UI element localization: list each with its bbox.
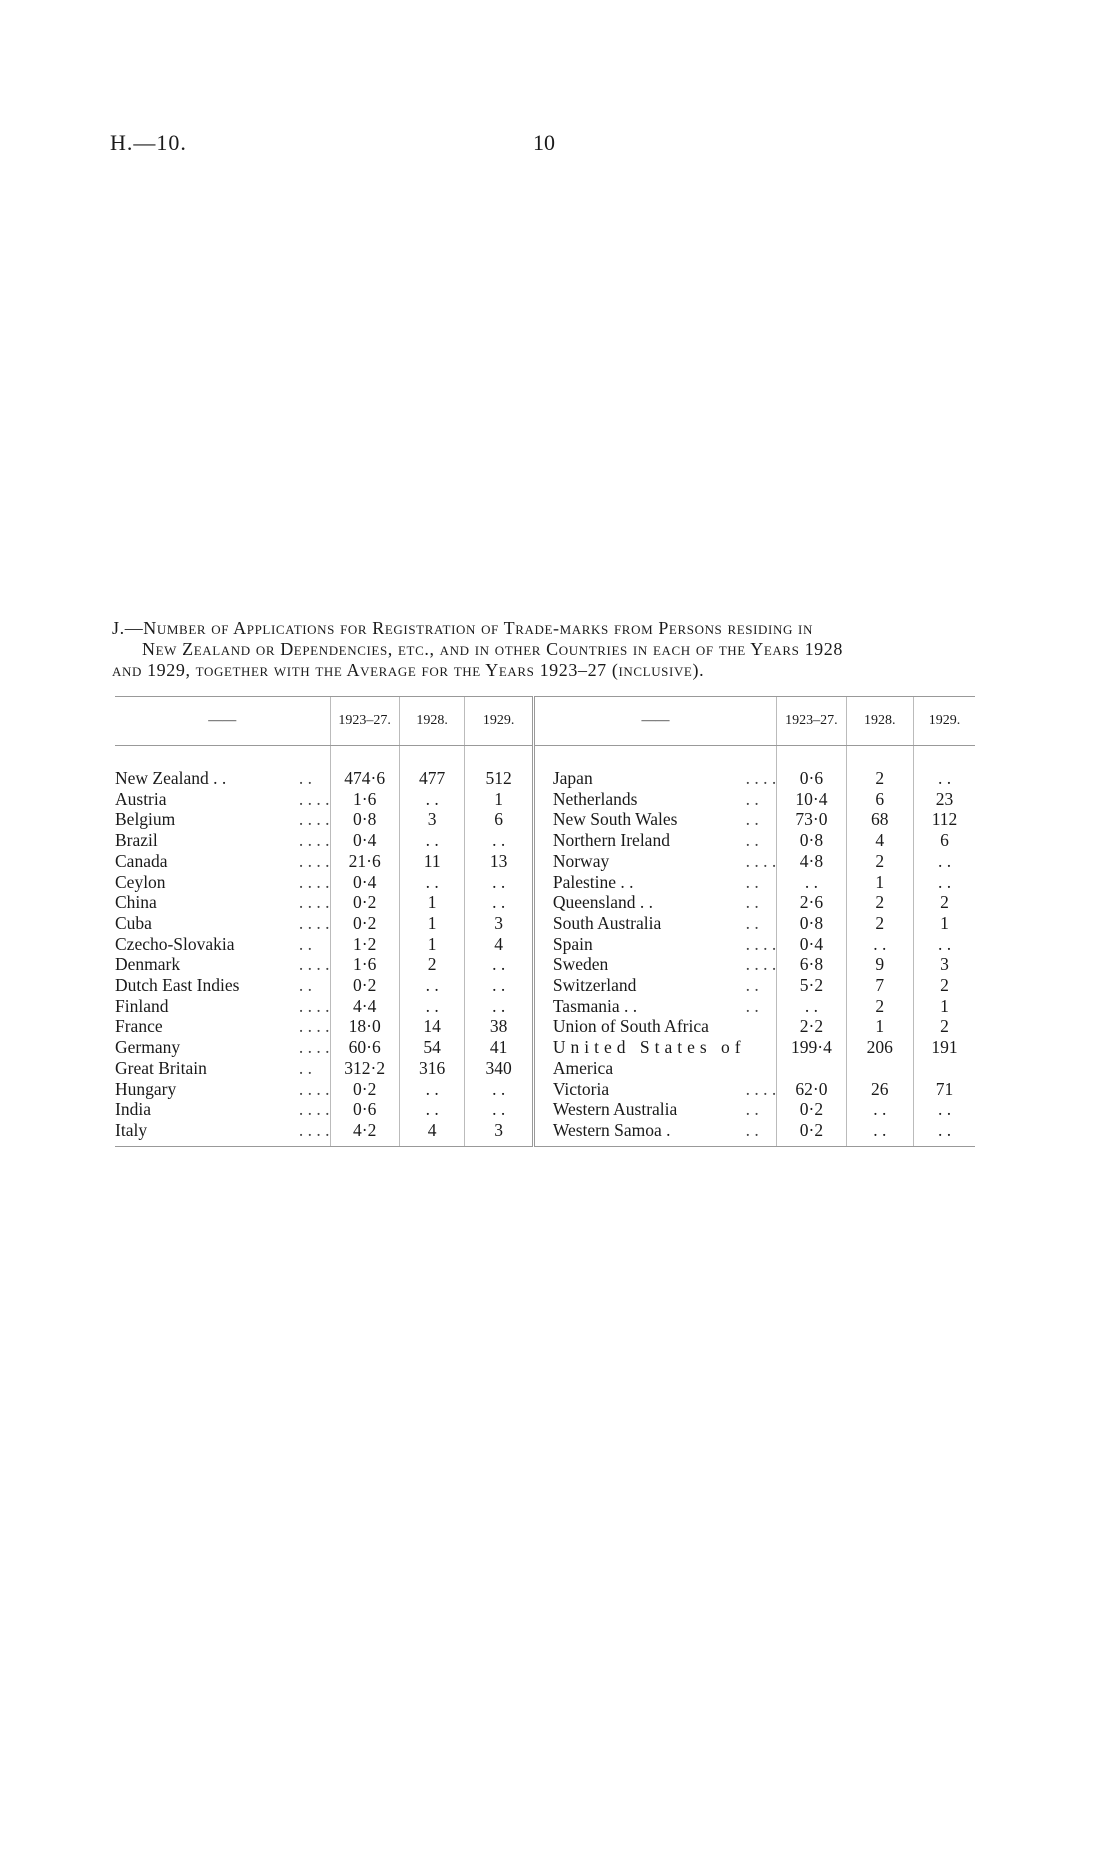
right-value-1928: 2 bbox=[846, 892, 913, 913]
table-body bbox=[115, 746, 975, 1147]
right-value-1929: 112 bbox=[914, 809, 976, 830]
right-value-1929: 1 bbox=[914, 913, 976, 934]
left-country-name: Belgium bbox=[115, 809, 176, 830]
right-country-name: Sweden bbox=[552, 954, 609, 975]
left-leader-dots: . . . . bbox=[298, 892, 330, 913]
right-country-name: Spain bbox=[552, 933, 593, 954]
right-country-name: United States of bbox=[552, 1037, 746, 1058]
right-value-1928: 4 bbox=[846, 830, 913, 851]
right-value-1928: 2 bbox=[846, 913, 913, 934]
right-value-1928: 7 bbox=[846, 975, 913, 996]
header-avg-right: 1923–27. bbox=[777, 697, 846, 746]
table-row bbox=[115, 975, 975, 996]
left-value-1929: 41 bbox=[465, 1037, 533, 1058]
left-value-1928: 14 bbox=[399, 1016, 465, 1037]
right-leader-dots: . . bbox=[745, 912, 759, 933]
right-value-1928 bbox=[846, 1058, 913, 1079]
left-value-1928: 1 bbox=[399, 934, 465, 955]
left-value-1929: . . bbox=[465, 996, 533, 1017]
left-value-1928: . . bbox=[399, 1099, 465, 1120]
right-value-1929: 1 bbox=[914, 996, 976, 1017]
right-country-name: New South Wales bbox=[552, 809, 678, 830]
left-country-name: Dutch East Indies bbox=[115, 975, 240, 996]
right-leader-dots: . . . . bbox=[745, 850, 777, 871]
table-row bbox=[115, 954, 975, 975]
table-row bbox=[115, 1120, 975, 1147]
left-value-1928: . . bbox=[399, 789, 465, 810]
left-value-1929: 3 bbox=[465, 913, 533, 934]
table-row bbox=[115, 830, 975, 851]
right-avg-1923-27: 0·2 bbox=[777, 1120, 846, 1147]
left-country-name: Canada bbox=[115, 850, 168, 871]
page-number: 10 bbox=[533, 130, 555, 155]
right-value-1928: 2 bbox=[846, 768, 913, 789]
right-leader-dots: . . . . bbox=[745, 1078, 777, 1099]
right-value-1928: 1 bbox=[846, 1016, 913, 1037]
trade-marks-table bbox=[115, 696, 975, 1147]
table-row bbox=[115, 934, 975, 955]
right-avg-1923-27: 62·0 bbox=[777, 1079, 846, 1100]
right-value-1929: . . bbox=[914, 1099, 976, 1120]
right-leader-dots bbox=[746, 1037, 777, 1058]
left-leader-dots: . . bbox=[298, 768, 312, 788]
right-avg-1923-27: 0·8 bbox=[777, 830, 846, 851]
header-row bbox=[115, 697, 975, 746]
left-leader-dots: . . . . bbox=[298, 1078, 330, 1099]
left-leader-dots: . . . . bbox=[298, 954, 330, 975]
left-avg-1923-27: 312·2 bbox=[330, 1058, 399, 1079]
left-country-name: Cuba bbox=[115, 912, 152, 933]
right-avg-1923-27 bbox=[777, 1058, 846, 1079]
left-value-1929: . . bbox=[465, 892, 533, 913]
right-leader-dots: . . bbox=[745, 809, 759, 830]
right-leader-dots: . . bbox=[745, 892, 759, 913]
left-leader-dots: . . . . bbox=[298, 788, 330, 809]
left-avg-1923-27: 0·4 bbox=[330, 830, 399, 851]
left-leader-dots: . . . . bbox=[298, 830, 330, 851]
left-leader-dots: . . . . bbox=[298, 995, 330, 1016]
right-value-1928: 9 bbox=[846, 954, 913, 975]
right-country-name: Tasmania . . bbox=[552, 995, 638, 1016]
left-country-name: Germany bbox=[115, 1037, 181, 1058]
left-leader-dots: . . bbox=[298, 975, 312, 996]
right-avg-1923-27: 73·0 bbox=[777, 809, 846, 830]
left-value-1929: . . bbox=[465, 872, 533, 893]
right-avg-1923-27: 2·2 bbox=[777, 1016, 846, 1037]
left-country-name: Ceylon bbox=[115, 871, 166, 892]
table-row bbox=[115, 1099, 975, 1120]
right-value-1929: . . bbox=[914, 768, 976, 789]
right-leader-dots: . . bbox=[745, 871, 759, 892]
right-value-1929: 191 bbox=[914, 1037, 976, 1058]
left-value-1928: 1 bbox=[399, 892, 465, 913]
left-value-1929: 13 bbox=[465, 851, 533, 872]
right-leader-dots: . . bbox=[745, 1099, 759, 1120]
left-avg-1923-27: 1·6 bbox=[330, 789, 399, 810]
right-value-1928: 68 bbox=[846, 809, 913, 830]
left-avg-1923-27: 474·6 bbox=[330, 768, 399, 789]
header-avg-left: 1923–27. bbox=[330, 697, 399, 746]
right-value-1929: . . bbox=[914, 851, 976, 872]
right-value-1928: 26 bbox=[846, 1079, 913, 1100]
left-avg-1923-27: 0·6 bbox=[330, 1099, 399, 1120]
table-caption bbox=[112, 618, 982, 681]
spacer-row bbox=[115, 746, 975, 769]
left-avg-1923-27: 4·4 bbox=[330, 996, 399, 1017]
right-leader-dots bbox=[746, 1058, 777, 1079]
left-value-1928: . . bbox=[399, 1079, 465, 1100]
left-value-1929: 1 bbox=[465, 789, 533, 810]
left-value-1928: 1 bbox=[399, 913, 465, 934]
left-avg-1923-27: 1·2 bbox=[330, 934, 399, 955]
right-country-name: Union of South Africa bbox=[552, 1016, 709, 1037]
caption-line-2: New Zealand or Dependencies, etc., and in other Countries in each of the Years 1928 bbox=[142, 639, 843, 659]
table-row bbox=[115, 996, 975, 1017]
left-leader-dots: . . . . bbox=[298, 1037, 330, 1058]
right-leader-dots: . . bbox=[746, 1120, 777, 1147]
left-value-1928: 2 bbox=[399, 954, 465, 975]
left-value-1928: 316 bbox=[399, 1058, 465, 1079]
table-row bbox=[115, 1016, 975, 1037]
table-row bbox=[115, 768, 975, 789]
left-country-name: France bbox=[115, 1016, 163, 1037]
right-avg-1923-27: 4·8 bbox=[777, 851, 846, 872]
right-country-name: Norway bbox=[552, 850, 610, 871]
right-value-1929 bbox=[914, 1058, 976, 1079]
table-row bbox=[115, 1058, 975, 1079]
right-value-1928: 6 bbox=[846, 789, 913, 810]
caption-line-3: and 1929, together with the Average for the Years 1923–27 (inclusive). bbox=[112, 660, 705, 680]
left-country-name: India bbox=[115, 1099, 151, 1120]
right-value-1928: 1 bbox=[846, 872, 913, 893]
left-value-1929: 340 bbox=[465, 1058, 533, 1079]
right-value-1929: 3 bbox=[914, 954, 976, 975]
left-country-name: Austria bbox=[115, 788, 167, 809]
right-avg-1923-27: 5·2 bbox=[777, 975, 846, 996]
right-value-1928: 2 bbox=[846, 996, 913, 1017]
left-avg-1923-27: 1·6 bbox=[330, 954, 399, 975]
right-value-1929: 6 bbox=[914, 830, 976, 851]
right-value-1928: 206 bbox=[846, 1037, 913, 1058]
right-avg-1923-27: 199·4 bbox=[777, 1037, 846, 1058]
left-value-1929: 3 bbox=[465, 1120, 533, 1147]
table-row bbox=[115, 1079, 975, 1100]
left-country-name: Denmark bbox=[115, 954, 181, 975]
left-country-name: New Zealand . . bbox=[115, 768, 227, 788]
left-country-name: Finland bbox=[115, 995, 169, 1016]
right-value-1929: 2 bbox=[914, 1016, 976, 1037]
left-value-1928: . . bbox=[399, 975, 465, 996]
right-avg-1923-27: 0·8 bbox=[777, 913, 846, 934]
caption-line-1: J.—Number of Applications for Registration of Trade-marks from Persons residing in bbox=[112, 618, 813, 638]
left-value-1929: . . bbox=[465, 1099, 533, 1120]
right-value-1929: 2 bbox=[914, 892, 976, 913]
right-country-name: Palestine . . bbox=[552, 871, 634, 892]
header-1928-left: 1928. bbox=[399, 697, 465, 746]
document-reference: H.—10. bbox=[110, 130, 187, 155]
right-leader-dots: . . . . bbox=[745, 768, 777, 788]
right-avg-1923-27: . . bbox=[777, 872, 846, 893]
table-row bbox=[115, 809, 975, 830]
header-1929-left: 1929. bbox=[465, 697, 533, 746]
left-leader-dots: . . bbox=[298, 933, 312, 954]
left-avg-1923-27: 60·6 bbox=[330, 1037, 399, 1058]
left-value-1928: 3 bbox=[399, 809, 465, 830]
table-header bbox=[115, 697, 975, 746]
right-leader-dots: . . bbox=[745, 788, 759, 809]
left-value-1929: . . bbox=[465, 830, 533, 851]
left-country-name: Czecho-Slovakia bbox=[115, 933, 235, 954]
table-row bbox=[115, 913, 975, 934]
left-value-1928: . . bbox=[399, 872, 465, 893]
table-row bbox=[115, 892, 975, 913]
header-country-left: —— bbox=[115, 697, 330, 746]
right-value-1929: 71 bbox=[914, 1079, 976, 1100]
right-leader-dots: . . . . bbox=[745, 954, 777, 975]
left-avg-1923-27: 0·4 bbox=[330, 872, 399, 893]
left-country-name: Brazil bbox=[115, 830, 158, 851]
left-value-1929: 4 bbox=[465, 934, 533, 955]
header-country-right: —— bbox=[533, 697, 776, 746]
left-leader-dots: . . . . bbox=[298, 912, 330, 933]
right-leader-dots: . . bbox=[745, 995, 759, 1016]
table-row bbox=[115, 1037, 975, 1058]
left-value-1929: . . bbox=[465, 975, 533, 996]
left-country-name: Great Britain bbox=[115, 1057, 207, 1078]
right-leader-dots: . . bbox=[745, 975, 759, 996]
right-avg-1923-27: . . bbox=[777, 996, 846, 1017]
left-value-1928: 4 bbox=[399, 1120, 465, 1147]
left-value-1929: . . bbox=[465, 1079, 533, 1100]
right-avg-1923-27: 0·2 bbox=[777, 1099, 846, 1120]
left-avg-1923-27: 0·8 bbox=[330, 809, 399, 830]
right-value-1929: . . bbox=[914, 872, 976, 893]
right-avg-1923-27: 0·4 bbox=[777, 934, 846, 955]
right-value-1928: . . bbox=[846, 1120, 913, 1147]
right-value-1928: . . bbox=[846, 934, 913, 955]
left-avg-1923-27: 0·2 bbox=[330, 913, 399, 934]
left-value-1929: 38 bbox=[465, 1016, 533, 1037]
left-leader-dots: . . . . bbox=[299, 1120, 330, 1147]
right-leader-dots: . . bbox=[745, 830, 759, 851]
right-country-name: South Australia bbox=[552, 912, 662, 933]
right-country-name: Western Australia bbox=[552, 1099, 678, 1120]
right-value-1929: 2 bbox=[914, 975, 976, 996]
left-avg-1923-27: 21·6 bbox=[330, 851, 399, 872]
right-avg-1923-27: 10·4 bbox=[777, 789, 846, 810]
right-value-1929: . . bbox=[914, 934, 976, 955]
right-avg-1923-27: 2·6 bbox=[777, 892, 846, 913]
right-country-name: Switzerland bbox=[552, 975, 637, 996]
left-country-name: Italy bbox=[115, 1120, 299, 1147]
table-row bbox=[115, 872, 975, 893]
left-country-name: Hungary bbox=[115, 1078, 177, 1099]
right-country-name: Queensland . . bbox=[552, 892, 653, 913]
left-avg-1923-27: 0·2 bbox=[330, 975, 399, 996]
right-value-1929: . . bbox=[914, 1120, 976, 1147]
right-leader-dots bbox=[746, 1016, 777, 1037]
left-value-1929: . . bbox=[465, 954, 533, 975]
left-leader-dots: . . . . bbox=[298, 1016, 330, 1037]
left-value-1929: 512 bbox=[465, 768, 533, 789]
left-avg-1923-27: 18·0 bbox=[330, 1016, 399, 1037]
left-value-1928: . . bbox=[399, 996, 465, 1017]
left-value-1928: . . bbox=[399, 830, 465, 851]
left-leader-dots: . . . . bbox=[298, 809, 330, 830]
left-leader-dots: . . . . bbox=[298, 871, 330, 892]
right-country-name: Japan bbox=[552, 768, 593, 788]
right-avg-1923-27: 6·8 bbox=[777, 954, 846, 975]
left-avg-1923-27: 0·2 bbox=[330, 1079, 399, 1100]
left-leader-dots: . . . . bbox=[298, 850, 330, 871]
left-country-name: China bbox=[115, 892, 157, 913]
left-avg-1923-27: 0·2 bbox=[330, 892, 399, 913]
right-country-name: Northern Ireland bbox=[552, 830, 670, 851]
right-country-name: Western Samoa . bbox=[533, 1120, 745, 1147]
table-row bbox=[115, 789, 975, 810]
left-value-1928: 54 bbox=[399, 1037, 465, 1058]
left-leader-dots: . . bbox=[298, 1057, 312, 1078]
left-value-1928: 477 bbox=[399, 768, 465, 789]
right-avg-1923-27: 0·6 bbox=[777, 768, 846, 789]
right-leader-dots: . . . . bbox=[745, 933, 777, 954]
right-value-1929: 23 bbox=[914, 789, 976, 810]
left-leader-dots: . . . . bbox=[298, 1099, 330, 1120]
left-value-1928: 11 bbox=[399, 851, 465, 872]
right-country-name: Victoria bbox=[552, 1078, 610, 1099]
header-1928-right: 1928. bbox=[846, 697, 913, 746]
table-row bbox=[115, 851, 975, 872]
right-value-1928: 2 bbox=[846, 851, 913, 872]
left-avg-1923-27: 4·2 bbox=[330, 1120, 399, 1147]
right-country-name: America bbox=[552, 1057, 614, 1078]
right-value-1928: . . bbox=[846, 1099, 913, 1120]
right-country-name: Netherlands bbox=[552, 788, 638, 809]
left-value-1929: 6 bbox=[465, 809, 533, 830]
header-1929-right: 1929. bbox=[914, 697, 976, 746]
